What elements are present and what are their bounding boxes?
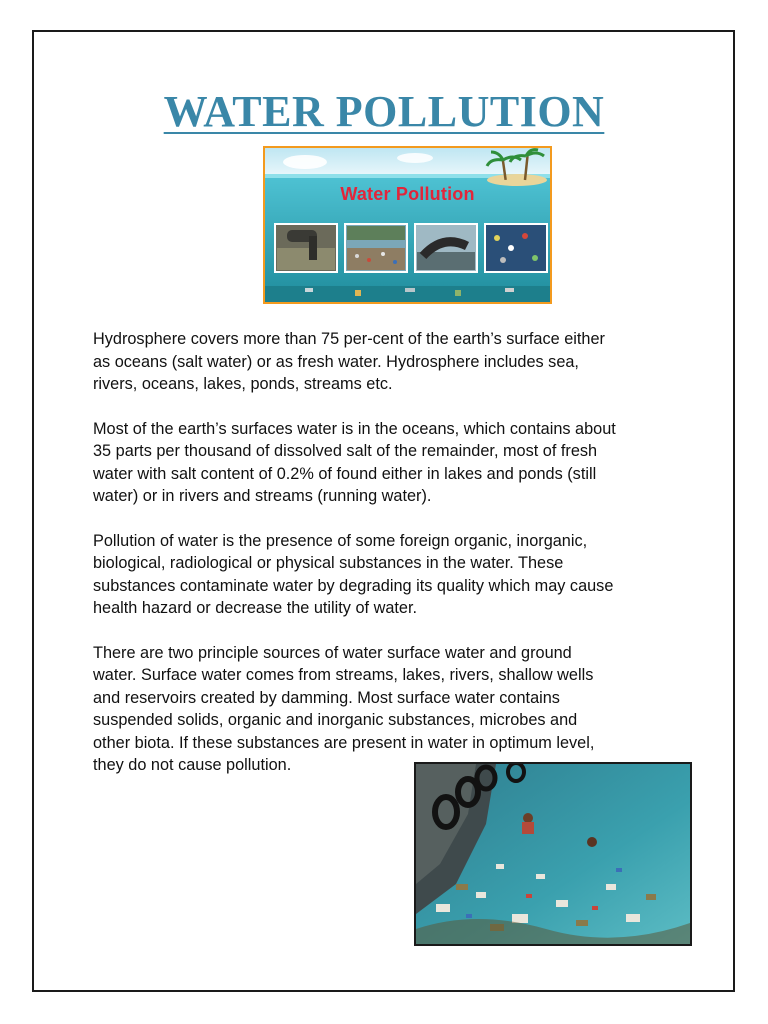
page-title	[0, 86, 768, 137]
paragraph-water-sources: There are two principle sources of water surface water and ground water. Surface water comes from streams, lakes, rivers, shallow wells and reservoirs created by damming. Most surface water contains suspended solids, organic and inorganic substances, microbes and other biota. If these substances are present in water in optimum level, they do not cause pollution.	[93, 643, 595, 774]
inset-photo-debris-water	[485, 224, 547, 272]
water-pollution-banner-image	[263, 146, 552, 304]
paragraph-pollution-definition: Pollution of water is the presence of some foreign organic, inorganic, biological, radiological or physical substances in the water. These substances contaminate water by degrading its quality which may cause health hazard or decrease the utility of water.	[93, 531, 614, 617]
inset-photo-garbage-shore	[345, 224, 407, 272]
banner-illustration	[265, 148, 550, 302]
page-title-text: WATER POLLUTION	[163, 87, 605, 136]
paragraph-hydrosphere: Hydrosphere covers more than 75 per-cent of the earth’s surface either as oceans (salt water) or as fresh water. Hydrosphere includes sea, rivers, oceans, lakes, ponds, streams etc.	[93, 330, 605, 393]
paragraph-ocean-water: Most of the earth’s surfaces water is in the oceans, which contains about 35 parts per thousand of dissolved salt of the remainder, most of fresh water with salt content of 0.2% of found either in lakes and ponds (still water) or in rivers and streams (running water).	[93, 419, 616, 505]
banner-caption: Water Pollution	[340, 184, 475, 204]
inset-photo-outflow-pipe	[415, 224, 477, 272]
body-text	[93, 328, 693, 799]
polluted-water-illustration	[416, 764, 690, 944]
polluted-water-photo	[414, 762, 692, 946]
inset-photo-pipe	[275, 224, 337, 272]
